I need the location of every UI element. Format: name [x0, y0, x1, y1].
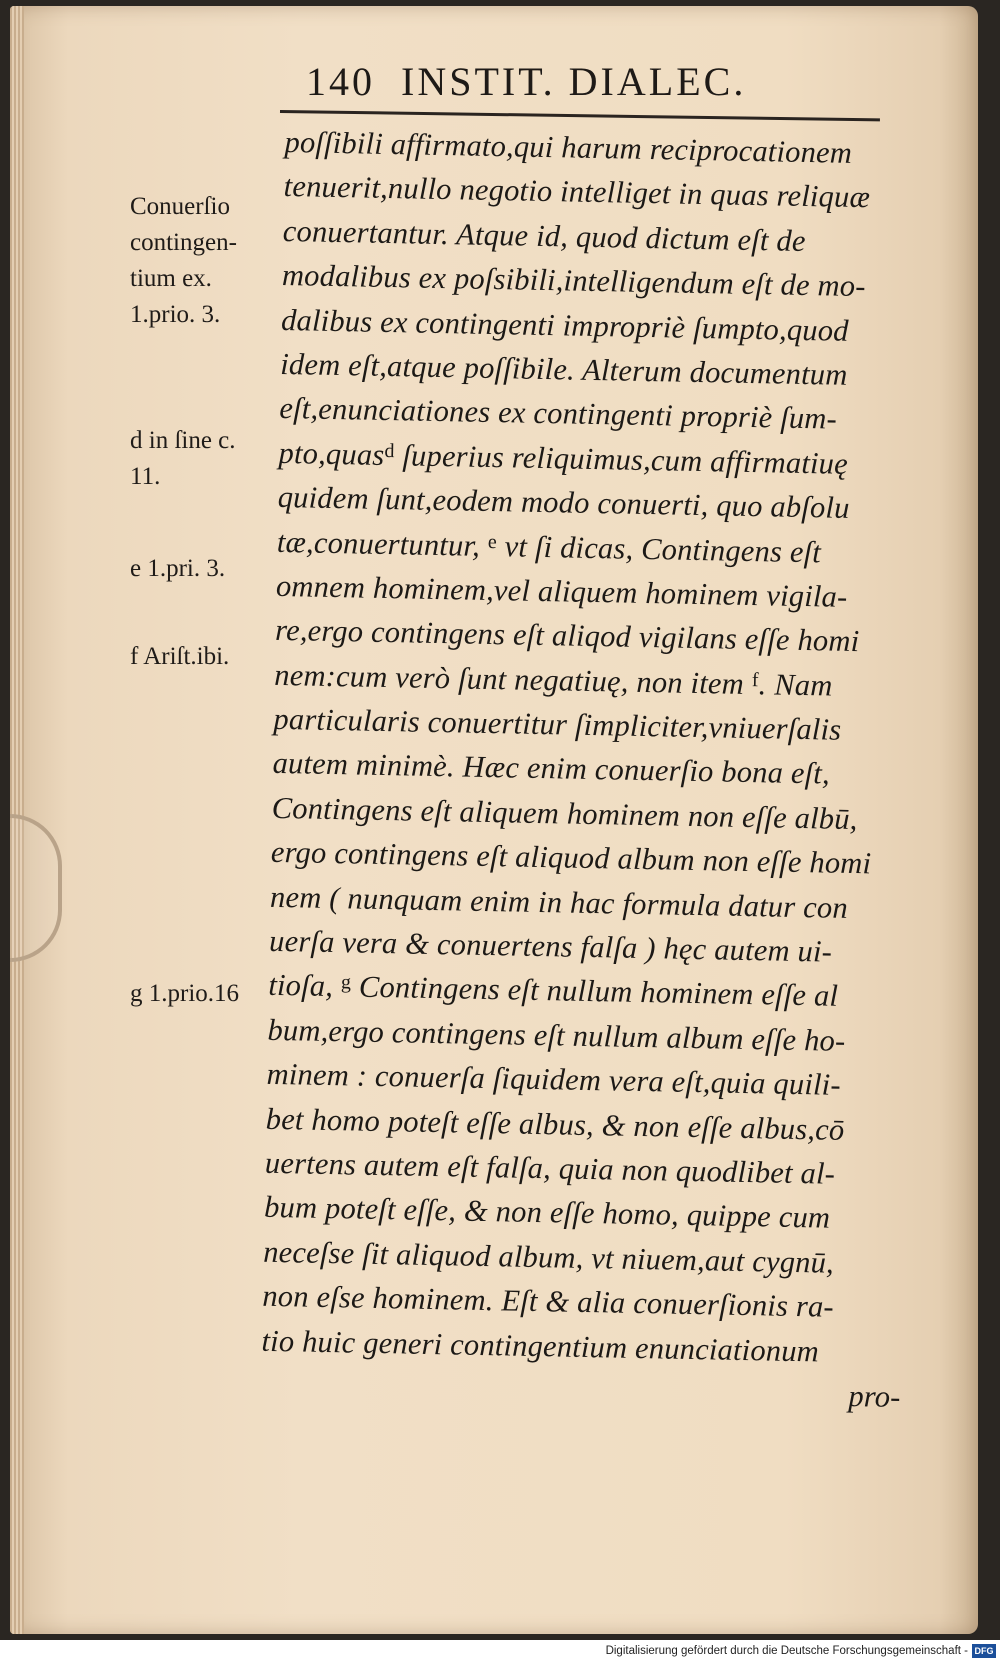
text-line: conuertantur. Atque id, quod dictum eſt de: [282, 213, 806, 258]
running-header: [306, 58, 866, 108]
page-number: 140: [306, 59, 375, 104]
margin-note: e 1.pri. 3.: [130, 555, 226, 582]
catchword: pro-: [848, 1378, 901, 1414]
text-line: particularis conuertitur ſimpliciter,vniuerſalis: [273, 701, 842, 747]
margin-note: contingen-: [130, 229, 237, 256]
text-line: quidem ſunt,eodem modo conuerti, quo abſolu: [277, 480, 850, 526]
text-line: Contingens eſt aliquem hominem non eſſe albū,: [271, 790, 858, 836]
text-line: omnem hominem,vel aliquem hominem vigila-: [275, 568, 848, 614]
text-line: eſt,enunciationes ex contingenti propriè ſum-: [279, 391, 838, 436]
text-line: bum,ergo contingens eſt nullum album eſſe ho-: [267, 1012, 846, 1058]
margin-note: Conuerſio: [130, 193, 230, 220]
running-title: INSTIT. DIALEC.: [401, 59, 747, 104]
margin-note: tium ex.: [130, 265, 212, 292]
text-line: minem : conuerſa ſiquidem vera eſt,quia quili-: [266, 1057, 842, 1103]
margin-note: f Ariſt.ibi.: [130, 643, 230, 670]
text-line: idem eſt,atque poſſibile. Alterum documentum: [279, 346, 848, 392]
text-line: modalibus ex poſsibili,intelligendum eſt de mo-: [281, 258, 866, 304]
note-marker: g: [340, 971, 352, 994]
note-marker: d: [384, 439, 395, 462]
text-fragment: vt ſi dicas, Contingens eſt: [496, 528, 822, 569]
text-line: re,ergo contingens eſt aliqod vigilans eſſe homi: [274, 613, 860, 659]
margin-note: g 1.prio.16: [130, 980, 240, 1007]
text-line: ergo contingens eſt aliquod album non eſſe homi: [270, 835, 872, 881]
text-fragment: ſuperius reliquimus,cum affirmatiuę: [394, 437, 849, 481]
dfg-logo: DFG: [972, 1644, 996, 1658]
text-line: tio huic generi contingentium enunciationum: [261, 1323, 820, 1369]
text-fragment: pto,quas: [278, 435, 385, 472]
text-line: uertens autem eſt falſa, quia non quodlibet al-: [264, 1145, 836, 1191]
margin-note: d in ſine c.: [130, 427, 236, 454]
dfg-credit: Digitalisierung gefördert durch die Deutsche Forschungsgemeinschaft -: [605, 1645, 968, 1657]
note-marker: e: [487, 530, 498, 553]
header-rule: [280, 110, 880, 121]
text-line: neceſse ſit aliquod album, vt niuem,aut cygnū,: [262, 1234, 835, 1280]
text-line: poſſibili affirmato,qui harum reciprocationem: [284, 124, 853, 170]
digitization-footer: [0, 1641, 1000, 1661]
text-fragment: tæ,conuertuntur,: [276, 524, 481, 563]
main-text: [260, 120, 985, 1421]
margin-note: 11.: [130, 463, 161, 490]
text-line: autem minimè. Hæc enim conuerſio bona eſt,: [272, 746, 831, 792]
note-marker: f: [751, 668, 759, 691]
book-page: [10, 6, 978, 1634]
text-line: uerſa vera & conuertens falſa ) hęc autem ui-: [268, 923, 833, 969]
text-line: non eſse hominem. Eſt & alia conuerſionis ra-: [262, 1278, 835, 1324]
text-fragment: Contingens eſt nullum hominem eſſe al: [350, 969, 839, 1014]
text-line: nem ( nunquam enim in hac formula datur con: [269, 879, 849, 925]
text-fragment: tioſa,: [268, 968, 334, 1004]
text-line: tenuerit,nullo negotio intelliget in quas reliquæ: [283, 169, 871, 215]
text-fragment: . Nam: [758, 666, 833, 703]
text-line: bet homo poteſt eſſe albus, & non eſſe albus,cō: [265, 1101, 845, 1147]
book-clasp: [10, 814, 62, 962]
text-line: bum poteſt eſſe, & non eſſe homo, quippe cum: [263, 1190, 831, 1236]
text-fragment: nem:cum verò ſunt negatiuę, non item: [274, 657, 745, 701]
text-line: dalibus ex contingenti impropriè ſumpto,quod: [280, 302, 850, 348]
margin-note: 1.prio. 3.: [130, 301, 221, 328]
